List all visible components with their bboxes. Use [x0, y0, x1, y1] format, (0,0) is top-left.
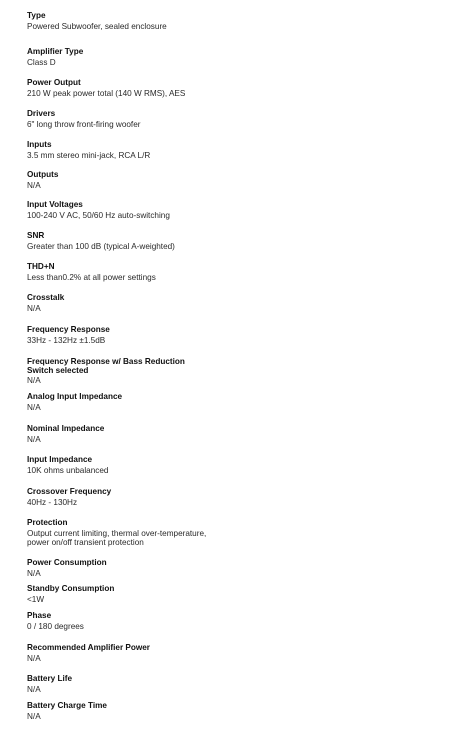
- spec-crosstalk: [27, 294, 227, 313]
- spec-drivers: [27, 110, 227, 129]
- spec-label: Protection: [27, 518, 68, 527]
- spec-value: 10K ohms unbalanced: [27, 465, 109, 475]
- spec-frequency-response-bass-reduction: [27, 358, 192, 386]
- spec-power-consumption: [27, 559, 227, 578]
- spec-value: 0 / 180 degrees: [27, 621, 84, 631]
- spec-value: 210 W peak power total (140 W RMS), AES: [27, 88, 186, 98]
- spec-type: [27, 12, 227, 31]
- spec-label: Power Output: [27, 78, 81, 87]
- spec-frequency-response: [27, 326, 227, 345]
- spec-battery-charge-time: [27, 702, 227, 721]
- spec-value: N/A: [27, 568, 41, 578]
- spec-value: <1W: [27, 594, 45, 604]
- spec-value: Less than0.2% at all power settings: [27, 272, 156, 282]
- spec-input-voltages: [27, 201, 227, 220]
- spec-amplifier-type: [27, 48, 227, 67]
- spec-value: Greater than 100 dB (typical A-weighted): [27, 241, 175, 251]
- spec-battery-life: [27, 675, 227, 694]
- spec-recommended-amplifier-power: [27, 644, 227, 663]
- spec-value: 6" long throw front-firing woofer: [27, 119, 141, 129]
- spec-value: N/A: [27, 180, 41, 190]
- spec-label: Inputs: [27, 140, 52, 149]
- spec-value: N/A: [27, 653, 41, 663]
- spec-value: 3.5 mm stereo mini-jack, RCA L/R: [27, 150, 151, 160]
- spec-label: Frequency Response w/ Bass Reduction Switch selected: [27, 357, 185, 375]
- spec-snr: [27, 232, 227, 251]
- spec-label: Amplifier Type: [27, 47, 84, 56]
- spec-label: THD+N: [27, 262, 55, 271]
- spec-protection: [27, 519, 222, 548]
- spec-input-impedance: [27, 456, 227, 475]
- spec-label: Recommended Amplifier Power: [27, 643, 150, 652]
- spec-crossover-frequency: [27, 488, 227, 507]
- spec-label: Crosstalk: [27, 293, 65, 302]
- spec-label: Type: [27, 11, 46, 20]
- spec-power-output: [27, 79, 227, 98]
- spec-label: Battery Charge Time: [27, 701, 107, 710]
- spec-value: N/A: [27, 684, 41, 694]
- spec-label: Frequency Response: [27, 325, 110, 334]
- spec-value: N/A: [27, 303, 41, 313]
- spec-inputs: [27, 141, 227, 160]
- spec-label: Input Voltages: [27, 200, 83, 209]
- spec-label: Battery Life: [27, 674, 73, 683]
- spec-label: Nominal Impedance: [27, 424, 105, 433]
- spec-value: N/A: [27, 711, 41, 721]
- spec-thd-n: [27, 263, 227, 282]
- spec-label: Crossover Frequency: [27, 487, 112, 496]
- spec-value: 100-240 V AC, 50/60 Hz auto-switching: [27, 210, 170, 220]
- spec-label: Input Impedance: [27, 455, 93, 464]
- spec-value: 33Hz - 132Hz ±1.5dB: [27, 335, 106, 345]
- spec-value: N/A: [27, 376, 41, 386]
- spec-label: Drivers: [27, 109, 56, 118]
- spec-outputs: [27, 171, 227, 190]
- spec-label: SNR: [27, 231, 45, 240]
- spec-analog-input-impedance: [27, 393, 227, 412]
- spec-label: Outputs: [27, 170, 59, 179]
- spec-label: Phase: [27, 611, 52, 620]
- spec-label: Power Consumption: [27, 558, 107, 567]
- spec-value: N/A: [27, 402, 41, 412]
- spec-value: Powered Subwoofer, sealed enclosure: [27, 21, 167, 31]
- spec-value: N/A: [27, 434, 41, 444]
- spec-standby-consumption: [27, 585, 227, 604]
- spec-phase: [27, 612, 227, 631]
- spec-label: Analog Input Impedance: [27, 392, 123, 401]
- spec-value: Class D: [27, 57, 56, 67]
- spec-value: 40Hz - 130Hz: [27, 497, 78, 507]
- spec-value: Output current limiting, thermal over-temperature, power on/off transient protection: [27, 528, 207, 548]
- spec-nominal-impedance: [27, 425, 227, 444]
- spec-label: Standby Consumption: [27, 584, 115, 593]
